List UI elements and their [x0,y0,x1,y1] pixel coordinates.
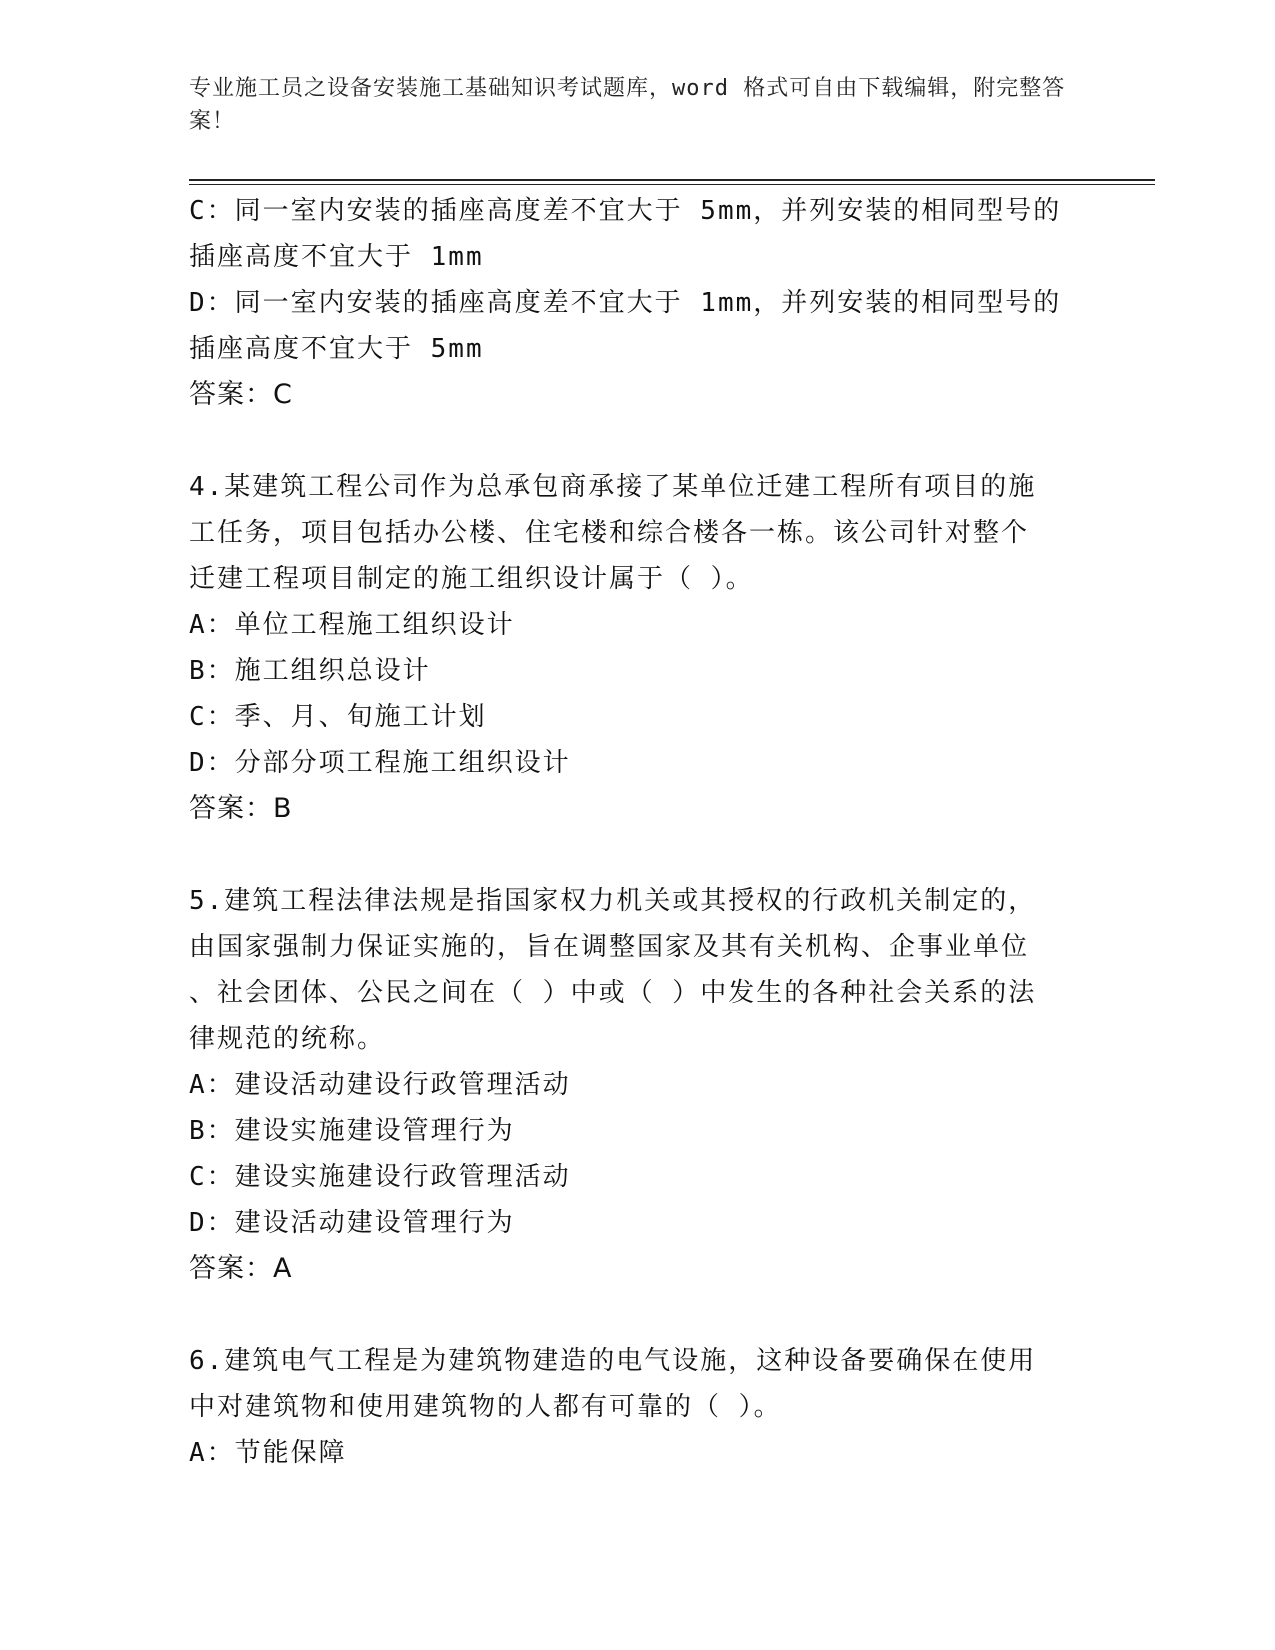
question-stem-line: 由国家强制力保证实施的，旨在调整国家及其有关机构、企事业单位 [189,932,1030,962]
question-stem-line: 迁建工程项目制定的施工组织设计属于（ ）。 [189,564,754,594]
option-line: D：同一室内安装的插座高度差不宜大于 1mm，并列安装的相同型号的 [189,288,1062,318]
question-stem-line: 5.建筑工程法律法规是指国家权力机关或其授权的行政机关制定的， [189,886,1037,916]
question-stem-line: 4.某建筑工程公司作为总承包商承接了某单位迁建工程所有项目的施 [189,472,1037,502]
option-b: B：施工组织总设计 [189,656,431,686]
document-body [189,188,1069,1476]
header-rule-thin [189,184,1155,185]
option-d: D：建设活动建设管理行为 [189,1208,515,1238]
option-b: B：建设实施建设管理行为 [189,1116,515,1146]
option-d [189,280,1069,372]
question-stem-line: 律规范的统称。 [189,1024,386,1054]
spacer [189,418,1069,464]
option-line: C：同一室内安装的插座高度差不宜大于 5mm，并列安装的相同型号的 [189,196,1062,226]
option-c: C：季、月、旬施工计划 [189,702,487,732]
option-a: A：单位工程施工组织设计 [189,610,515,640]
spacer [189,832,1069,878]
spacer [189,1292,1069,1338]
question-4 [189,464,1069,832]
answer-line: 答案：A [189,1253,293,1284]
option-d: D：分部分项工程施工组织设计 [189,748,571,778]
option-c: C：建设实施建设行政管理活动 [189,1162,571,1192]
previous-question-continuation [189,188,1069,418]
document-header: 专业施工员之设备安装施工基础知识考试题库，word 格式可自由下载编辑，附完整答案！ [189,76,1066,134]
answer-line: 答案：B [189,793,293,824]
option-line: 插座高度不宜大于 1mm [189,242,484,272]
question-5 [189,878,1069,1292]
answer-line: 答案：C [189,379,293,410]
question-stem-line: 、社会团体、公民之间在（ ）中或（ ）中发生的各种社会关系的法 [189,978,1037,1008]
option-c [189,188,1069,280]
question-stem-line: 工任务，项目包括办公楼、住宅楼和综合楼各一栋。该公司针对整个 [189,518,1030,548]
question-stem-line: 中对建筑物和使用建筑物的人都有可靠的（ ）。 [189,1392,782,1422]
header-rule-thick [189,179,1155,181]
option-line: 插座高度不宜大于 5mm [189,334,484,364]
option-a: A：建设活动建设行政管理活动 [189,1070,571,1100]
question-stem-line: 6.建筑电气工程是为建筑物建造的电气设施，这种设备要确保在使用 [189,1346,1037,1376]
option-a: A：节能保障 [189,1438,347,1468]
question-6 [189,1338,1069,1476]
